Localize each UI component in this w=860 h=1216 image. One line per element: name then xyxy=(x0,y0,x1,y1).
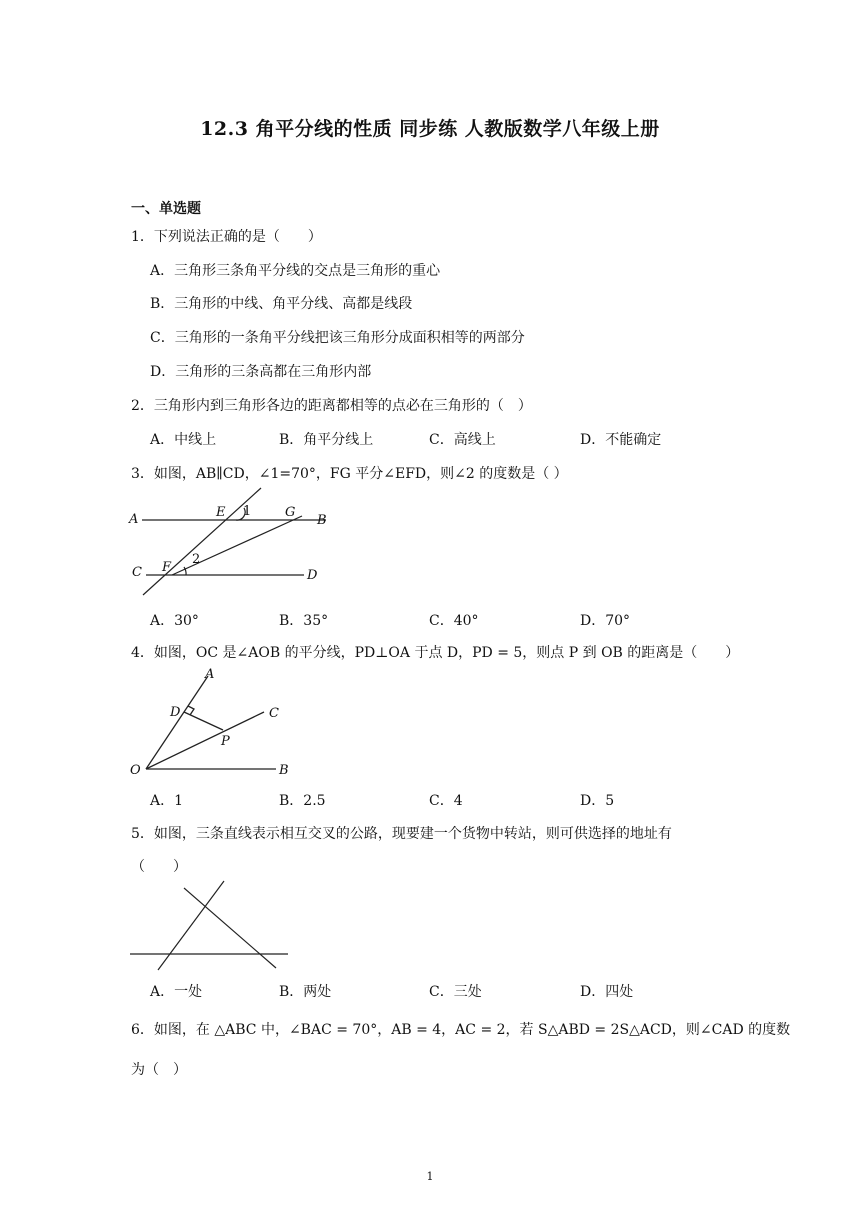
question-3-option-a[interactable]: A．30° xyxy=(150,613,199,629)
q4-label-p: P xyxy=(221,734,230,749)
q4-label-d: D xyxy=(170,705,181,720)
question-6-stem: 6．如图，在 △ABC 中，∠BAC = 70°，AB = 4，AC = 2，若 S△ABD = 2S△ACD，则∠CAD 的度数 xyxy=(131,1022,791,1038)
question-2-option-c[interactable]: C．高线上 xyxy=(429,432,496,448)
question-4-figure xyxy=(126,664,306,782)
question-5-stem-continued: （ ） xyxy=(131,859,187,875)
q3-label-b: B xyxy=(317,513,327,528)
question-1-option-a[interactable]: A．三角形三条角平分线的交点是三角形的重心 xyxy=(150,263,441,279)
question-4-option-b[interactable]: B．2.5 xyxy=(279,793,326,809)
q3-label-g: G xyxy=(285,505,296,520)
q3-label-a: A xyxy=(129,512,139,527)
question-5-option-b[interactable]: B．两处 xyxy=(279,984,332,1000)
question-1-option-c[interactable]: C．三角形的一条角平分线把该三角形分成面积相等的两部分 xyxy=(150,330,525,346)
q3-label-angle-1: 1 xyxy=(243,504,252,519)
q4-label-b: B xyxy=(279,763,289,778)
q4-label-o: O xyxy=(130,763,141,778)
question-1-stem: 1．下列说法正确的是（ ） xyxy=(131,229,322,245)
q3-label-d: D xyxy=(307,568,318,583)
question-5-option-c[interactable]: C．三处 xyxy=(429,984,482,1000)
question-3-option-d[interactable]: D．70° xyxy=(580,613,631,629)
q3-label-c: C xyxy=(132,565,142,580)
question-4-option-d[interactable]: D．5 xyxy=(580,793,615,809)
question-1-option-d[interactable]: D．三角形的三条高都在三角形内部 xyxy=(150,364,372,380)
page-number: 1 xyxy=(426,1170,434,1183)
question-3-option-c[interactable]: C．40° xyxy=(429,613,479,629)
page-title: 12.3 角平分线的性质 同步练 人教版数学八年级上册 xyxy=(200,118,660,140)
q3-label-e: E xyxy=(216,505,226,520)
question-4-stem: 4．如图，OC 是∠AOB 的平分线，PD⊥OA 于点 D，PD = 5，则点 P 到 OB 的距离是（ ） xyxy=(131,645,740,661)
question-3-figure xyxy=(126,485,336,605)
q3-label-angle-2: 2 xyxy=(192,552,201,567)
question-6-stem-continued: 为（ ） xyxy=(131,1062,187,1078)
q4-label-c: C xyxy=(269,706,279,721)
section-heading: 一、单选题 xyxy=(131,201,201,217)
question-2-option-a[interactable]: A．中线上 xyxy=(150,432,217,448)
question-1-option-b[interactable]: B．三角形的中线、角平分线、高都是线段 xyxy=(150,296,413,312)
question-2-option-d[interactable]: D．不能确定 xyxy=(580,432,662,448)
question-3-stem: 3．如图，AB∥CD，∠1=70°，FG 平分∠EFD，则∠2 的度数是（ ） xyxy=(131,466,568,482)
question-5-option-d[interactable]: D．四处 xyxy=(580,984,634,1000)
question-3-option-b[interactable]: B．35° xyxy=(279,613,329,629)
question-5-stem: 5．如图，三条直线表示相互交叉的公路，现要建一个货物中转站，则可供选择的地址有 xyxy=(131,826,672,842)
question-4-option-c[interactable]: C．4 xyxy=(429,793,463,809)
q4-label-a: A xyxy=(205,667,215,682)
question-2-option-b[interactable]: B．角平分线上 xyxy=(279,432,374,448)
question-4-option-a[interactable]: A．1 xyxy=(150,793,184,809)
question-2-stem: 2．三角形内到三角形各边的距离都相等的点必在三角形的（ ） xyxy=(131,398,532,414)
question-5-figure xyxy=(126,878,296,972)
question-5-option-a[interactable]: A．一处 xyxy=(150,984,203,1000)
q3-label-f: F xyxy=(162,560,172,575)
